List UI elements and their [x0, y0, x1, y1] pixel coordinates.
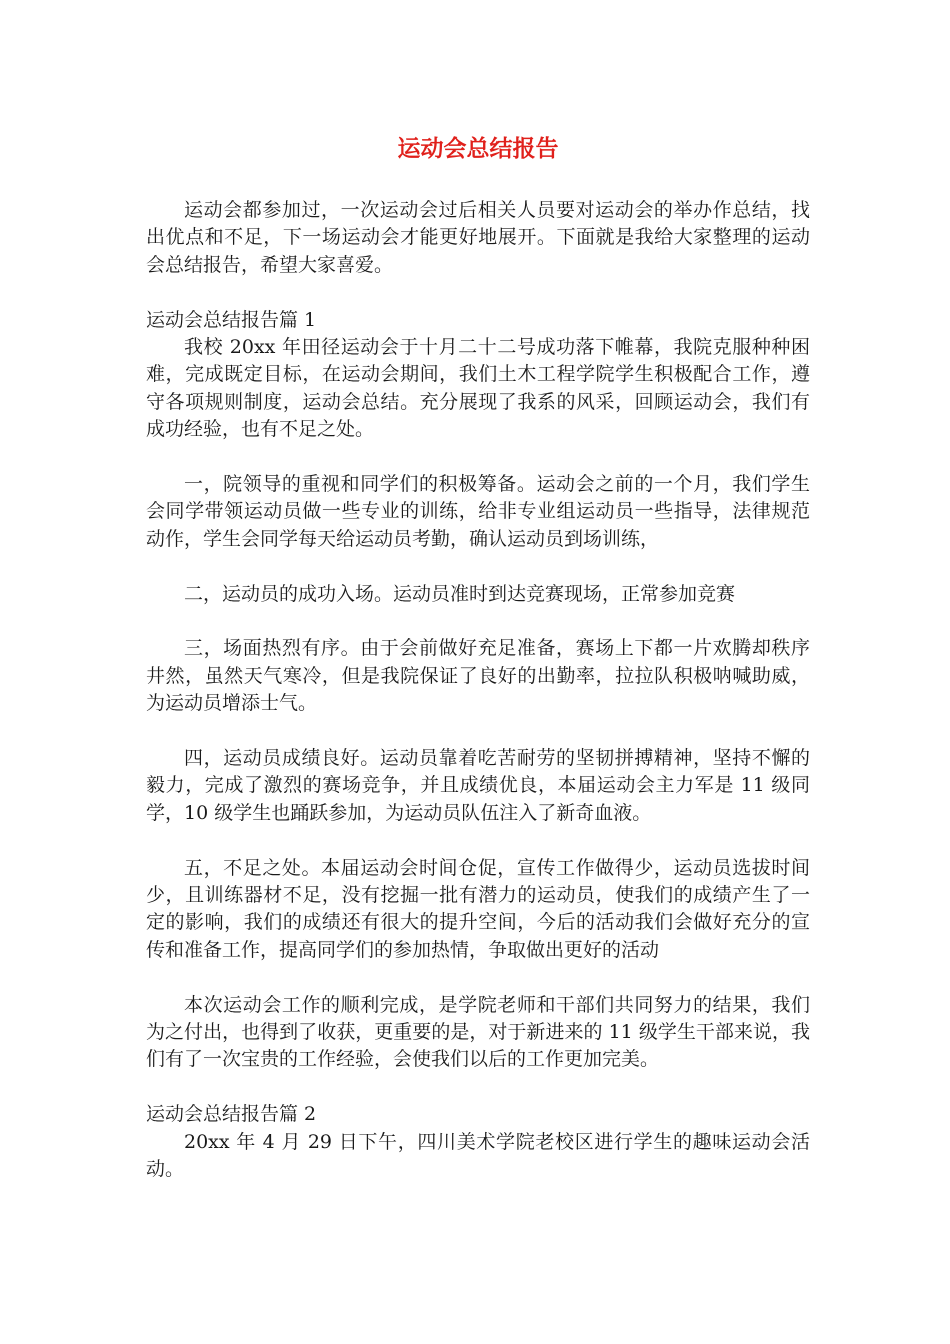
section-1-paragraph-3: 二，运动员的成功入场。运动员准时到达竞赛现场，正常参加竞赛 — [184, 582, 736, 605]
section-2-paragraph-1: 20xx 年 4 月 29 日下午，四川美术学院老校区进行学生的趣味运动会活动。 — [146, 1130, 810, 1181]
section-1-heading: 运动会总结报告篇 1 — [146, 308, 317, 331]
section-1-paragraph-6: 五，不足之处。本届运动会时间仓促，宣传工作做得少，运动员选拔时间少，且训练器材不足，没有挖掘一批有潜力的运动员，使我们的成绩产生了一定的影响，我们的成绩还有很大的提升空间，今后的活动我们会做好充分的宣传和准备工作，提高同学们的参加热情，争取做出更好的活动 — [146, 856, 810, 961]
document-title: 运动会总结报告 — [397, 136, 559, 162]
section-1-paragraph-2: 一，院领导的重视和同学们的积极筹备。运动会之前的一个月，我们学生会同学带领运动员做一些专业的训练，给非专业组运动员一些指导，法律规范动作，学生会同学每天给运动员考勤，确认运动员到场训练， — [146, 473, 810, 550]
section-1-paragraph-5: 四，运动员成绩良好。运动员靠着吃苦耐劳的坚韧拼搏精神，坚持不懈的毅力，完成了激烈的赛场竞争，并且成绩优良，本届运动会主力军是 11 级同学，10 级学生也踊跃参加，为运动员队伍注入了新奇血液。 — [146, 747, 810, 824]
section-1-paragraph-7: 本次运动会工作的顺利完成，是学院老师和干部们共同努力的结果，我们为之付出，也得到了收获，更重要的是，对于新进来的 11 级学生干部来说，我们有了一次宝贵的工作经验，会使我们以后的工作更加完美。 — [146, 993, 810, 1071]
section-1-paragraph-1: 我校 20xx 年田径运动会于十月二十二号成功落下帷幕，我院克服种种困难，完成既定目标，在运动会期间，我们土木工程学院学生积极配合工作，遵守各项规则制度，运动会总结。充分展现了我系的风采，回顾运动会，我们有成功经验，也有不足之处。 — [146, 336, 810, 441]
section-2-heading: 运动会总结报告篇 2 — [146, 1103, 317, 1126]
section-1-paragraph-4: 三，场面热烈有序。由于会前做好充足准备，赛场上下都一片欢腾却秩序井然，虽然天气寒冷，但是我院保证了良好的出勤率，拉拉队积极呐喊助威，为运动员增添士气。 — [146, 637, 810, 715]
document-body — [146, 197, 810, 1184]
intro-paragraph: 运动会都参加过，一次运动会过后相关人员要对运动会的举办作总结，找出优点和不足，下一场运动会才能更好地展开。下面就是我给大家整理的运动会总结报告，希望大家喜爱。 — [146, 199, 810, 276]
